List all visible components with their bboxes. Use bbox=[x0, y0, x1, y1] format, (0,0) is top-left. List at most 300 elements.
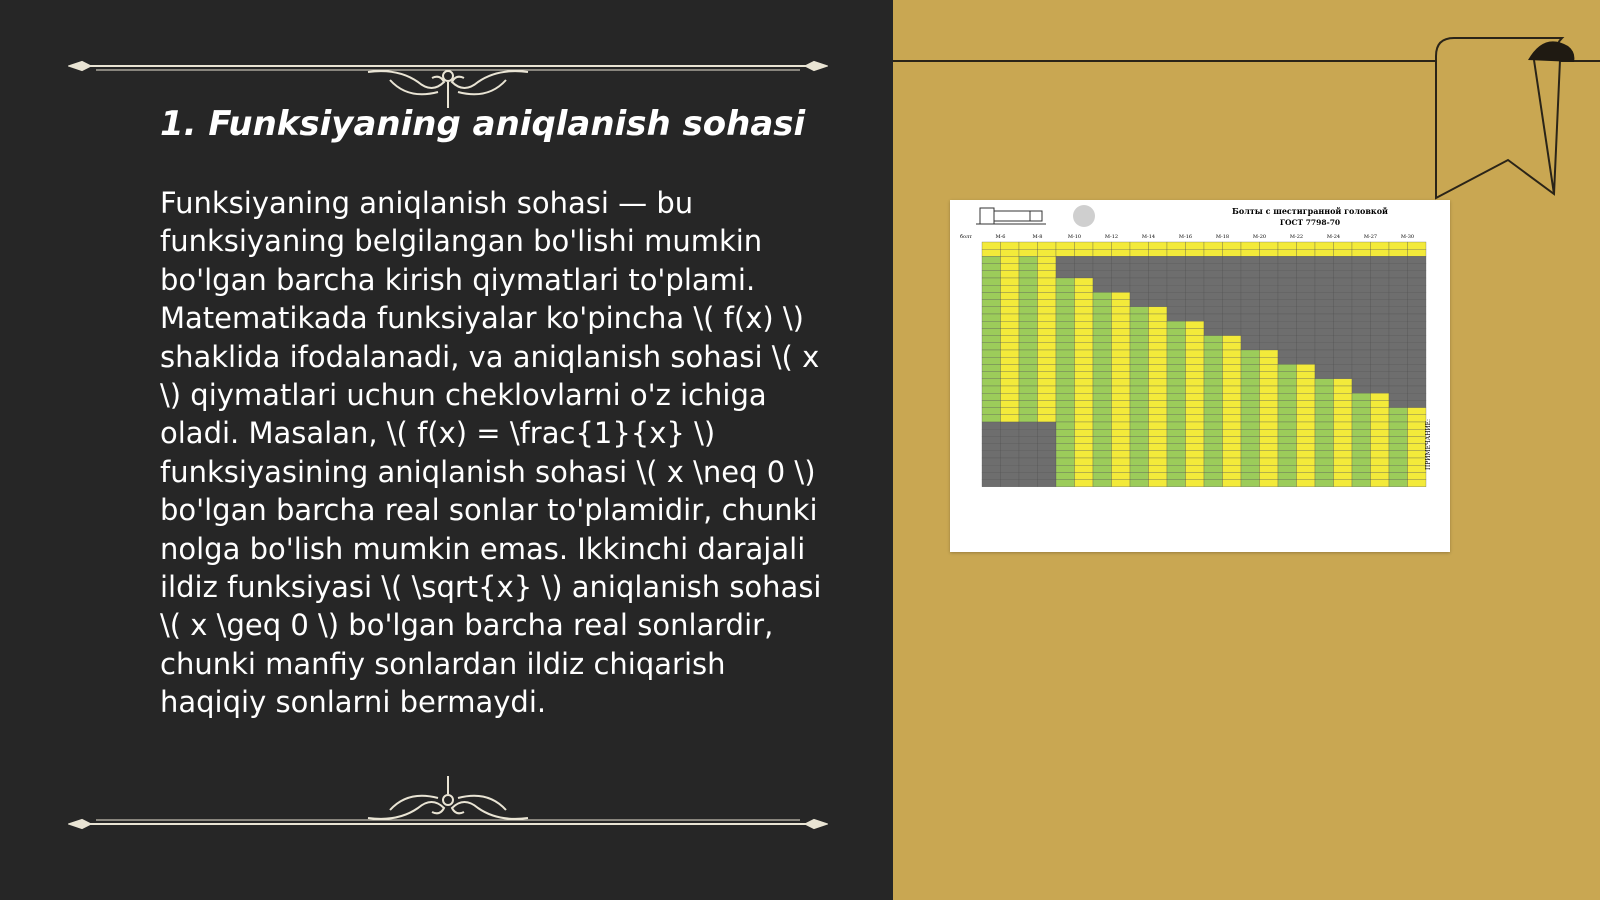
table-cell bbox=[1038, 271, 1057, 278]
table-cell bbox=[1352, 328, 1371, 335]
table-cell bbox=[1038, 372, 1057, 379]
table-cell bbox=[1223, 242, 1242, 249]
table-cell bbox=[1056, 278, 1075, 285]
table-cell bbox=[1130, 300, 1149, 307]
table-cell bbox=[1001, 451, 1020, 458]
table-cell bbox=[1112, 256, 1131, 263]
table-cell bbox=[1112, 400, 1131, 407]
table-cell bbox=[1389, 472, 1408, 479]
table-cell bbox=[1149, 336, 1168, 343]
table-cell bbox=[1038, 465, 1057, 472]
table-cell bbox=[1260, 458, 1279, 465]
table-cell bbox=[1093, 350, 1112, 357]
table-cell bbox=[1186, 292, 1205, 299]
table-cell bbox=[1278, 415, 1297, 422]
table-cell bbox=[1389, 393, 1408, 400]
table-cell bbox=[1167, 480, 1186, 487]
table-cell bbox=[1112, 307, 1131, 314]
table-cell bbox=[1278, 336, 1297, 343]
table-cell bbox=[1371, 314, 1390, 321]
table-cell bbox=[1075, 415, 1094, 422]
table-cell bbox=[1019, 350, 1038, 357]
table-cell bbox=[1130, 451, 1149, 458]
table-cell bbox=[1278, 472, 1297, 479]
table-cell bbox=[1334, 307, 1353, 314]
table-cell bbox=[1223, 256, 1242, 263]
table-cell bbox=[1408, 386, 1427, 393]
table-cell bbox=[1334, 393, 1353, 400]
table-column-header: М-16 bbox=[1178, 234, 1193, 240]
table-cell bbox=[982, 357, 1001, 364]
table-cell bbox=[1260, 422, 1279, 429]
table-cell bbox=[1019, 458, 1038, 465]
table-cell bbox=[1038, 256, 1057, 263]
table-column-header: М-18 bbox=[1215, 234, 1230, 240]
table-cell bbox=[1315, 357, 1334, 364]
table-cell bbox=[1260, 408, 1279, 415]
table-cell bbox=[1389, 314, 1408, 321]
table-cell bbox=[1075, 458, 1094, 465]
table-cell bbox=[1204, 408, 1223, 415]
table-cell bbox=[1204, 465, 1223, 472]
table-cell bbox=[1149, 465, 1168, 472]
table-cell bbox=[1075, 328, 1094, 335]
table-cell bbox=[1352, 285, 1371, 292]
table-cell bbox=[1204, 321, 1223, 328]
table-cell bbox=[1019, 307, 1038, 314]
table-cell bbox=[1075, 436, 1094, 443]
table-cell bbox=[1019, 292, 1038, 299]
table-cell bbox=[982, 264, 1001, 271]
table-cell bbox=[1223, 408, 1242, 415]
table-cell bbox=[1093, 357, 1112, 364]
table-cell bbox=[1001, 393, 1020, 400]
table-cell bbox=[1056, 300, 1075, 307]
table-cell bbox=[1389, 386, 1408, 393]
table-cell bbox=[1278, 379, 1297, 386]
table-cell bbox=[1130, 278, 1149, 285]
table-cell bbox=[1075, 292, 1094, 299]
table-cell bbox=[1408, 300, 1427, 307]
table-cell bbox=[1352, 350, 1371, 357]
table-heading: Болты с шестигранной головкой bbox=[1232, 206, 1388, 216]
table-cell bbox=[1278, 364, 1297, 371]
table-cell bbox=[1297, 436, 1316, 443]
table-cell bbox=[1260, 300, 1279, 307]
table-cell bbox=[1130, 465, 1149, 472]
table-cell bbox=[1334, 249, 1353, 256]
table-cell bbox=[1371, 256, 1390, 263]
table-cell bbox=[1075, 285, 1094, 292]
table-cell bbox=[1297, 480, 1316, 487]
table-cell bbox=[1038, 357, 1057, 364]
table-cell bbox=[1112, 300, 1131, 307]
table-cell bbox=[1093, 429, 1112, 436]
table-cell bbox=[1241, 242, 1260, 249]
table-column-header: М-22 bbox=[1289, 234, 1304, 240]
table-cell bbox=[1167, 256, 1186, 263]
table-cell bbox=[1389, 242, 1408, 249]
table-cell bbox=[1038, 278, 1057, 285]
table-cell bbox=[1056, 350, 1075, 357]
table-cell bbox=[1204, 350, 1223, 357]
table-column-header: М-20 bbox=[1252, 234, 1267, 240]
table-cell bbox=[1278, 300, 1297, 307]
table-cell bbox=[1204, 292, 1223, 299]
table-cell bbox=[982, 436, 1001, 443]
table-cell bbox=[1149, 271, 1168, 278]
table-cell bbox=[1223, 321, 1242, 328]
table-cell bbox=[1223, 307, 1242, 314]
table-cell bbox=[1038, 458, 1057, 465]
table-cell bbox=[1019, 444, 1038, 451]
table-standard: ГОСТ 7798-70 bbox=[1279, 218, 1341, 227]
table-cell bbox=[1278, 278, 1297, 285]
table-cell bbox=[1241, 429, 1260, 436]
table-cell bbox=[1038, 400, 1057, 407]
table-cell bbox=[1186, 480, 1205, 487]
table-cell bbox=[1241, 357, 1260, 364]
table-cell bbox=[1315, 292, 1334, 299]
table-cell bbox=[1130, 444, 1149, 451]
table-cell bbox=[1371, 429, 1390, 436]
table-cell bbox=[1038, 451, 1057, 458]
table-cell bbox=[1186, 364, 1205, 371]
table-cell bbox=[1056, 249, 1075, 256]
table-cell bbox=[1112, 422, 1131, 429]
table-cell bbox=[1038, 386, 1057, 393]
table-cell bbox=[1093, 408, 1112, 415]
table-cell bbox=[1149, 393, 1168, 400]
table-cell bbox=[1223, 451, 1242, 458]
table-cell bbox=[1019, 357, 1038, 364]
table-cell bbox=[1389, 278, 1408, 285]
table-cell bbox=[1056, 422, 1075, 429]
table-cell bbox=[1204, 415, 1223, 422]
table-cell bbox=[1186, 451, 1205, 458]
table-cell bbox=[1315, 400, 1334, 407]
table-cell bbox=[1001, 264, 1020, 271]
table-cell bbox=[1371, 321, 1390, 328]
table-cell bbox=[1075, 451, 1094, 458]
table-cell bbox=[1019, 343, 1038, 350]
table-cell bbox=[1278, 256, 1297, 263]
table-cell bbox=[1334, 400, 1353, 407]
table-cell bbox=[1371, 357, 1390, 364]
table-cell bbox=[1075, 422, 1094, 429]
table-cell bbox=[1093, 393, 1112, 400]
table-cell bbox=[1001, 300, 1020, 307]
table-cell bbox=[982, 256, 1001, 263]
table-cell bbox=[1093, 372, 1112, 379]
table-cell bbox=[1260, 436, 1279, 443]
table-cell bbox=[1389, 336, 1408, 343]
table-cell bbox=[1130, 400, 1149, 407]
table-cell bbox=[1038, 249, 1057, 256]
table-cell bbox=[982, 285, 1001, 292]
table-cell bbox=[1371, 393, 1390, 400]
table-cell bbox=[1149, 307, 1168, 314]
table-cell bbox=[1019, 400, 1038, 407]
table-cell bbox=[1352, 422, 1371, 429]
table-cell bbox=[1149, 372, 1168, 379]
table-cell bbox=[1001, 307, 1020, 314]
table-cell bbox=[1352, 300, 1371, 307]
table-cell bbox=[1278, 285, 1297, 292]
table-cell bbox=[1167, 379, 1186, 386]
table-cell bbox=[1167, 271, 1186, 278]
table-cell bbox=[1389, 271, 1408, 278]
table-cell bbox=[1408, 357, 1427, 364]
table-cell bbox=[1408, 444, 1427, 451]
table-cell bbox=[1352, 249, 1371, 256]
table-cell bbox=[1389, 321, 1408, 328]
table-cell bbox=[1241, 465, 1260, 472]
table-cell bbox=[1223, 300, 1242, 307]
table-cell bbox=[1371, 386, 1390, 393]
table-cell bbox=[1075, 271, 1094, 278]
table-cell bbox=[1389, 480, 1408, 487]
table-cell bbox=[1167, 415, 1186, 422]
table-cell bbox=[1130, 292, 1149, 299]
table-cell bbox=[1112, 249, 1131, 256]
table-cell bbox=[1019, 364, 1038, 371]
table-cell bbox=[1093, 400, 1112, 407]
table-cell bbox=[1075, 393, 1094, 400]
table-cell bbox=[1167, 458, 1186, 465]
table-cell bbox=[1371, 336, 1390, 343]
table-cell bbox=[1038, 436, 1057, 443]
table-cell bbox=[1204, 328, 1223, 335]
table-cell bbox=[1019, 408, 1038, 415]
table-cell bbox=[1038, 292, 1057, 299]
table-cell bbox=[1297, 408, 1316, 415]
table-cell bbox=[1204, 307, 1223, 314]
table-cell bbox=[1204, 249, 1223, 256]
table-cell bbox=[1001, 400, 1020, 407]
table-cell bbox=[1297, 285, 1316, 292]
table-cell bbox=[1204, 242, 1223, 249]
table-cell bbox=[1223, 328, 1242, 335]
table-cell bbox=[1167, 336, 1186, 343]
table-cell bbox=[1130, 307, 1149, 314]
table-cell bbox=[1352, 292, 1371, 299]
table-cell bbox=[1260, 278, 1279, 285]
table-cell bbox=[1130, 336, 1149, 343]
table-cell bbox=[1260, 400, 1279, 407]
table-cell bbox=[1297, 321, 1316, 328]
table-cell bbox=[1019, 393, 1038, 400]
table-cell bbox=[1241, 350, 1260, 357]
table-cell bbox=[1408, 415, 1427, 422]
table-cell bbox=[1223, 472, 1242, 479]
table-cell bbox=[1389, 458, 1408, 465]
table-cell bbox=[1019, 422, 1038, 429]
table-cell bbox=[1130, 408, 1149, 415]
table-cell bbox=[1371, 408, 1390, 415]
table-cell bbox=[1056, 480, 1075, 487]
table-column-header: М-6 bbox=[995, 234, 1006, 240]
table-cell bbox=[1093, 256, 1112, 263]
table-cell bbox=[1019, 436, 1038, 443]
table-cell bbox=[1297, 336, 1316, 343]
table-cell bbox=[1075, 480, 1094, 487]
table-cell bbox=[1297, 314, 1316, 321]
table-cell bbox=[1408, 292, 1427, 299]
table-cell bbox=[1056, 357, 1075, 364]
table-cell bbox=[982, 242, 1001, 249]
table-cell bbox=[1297, 458, 1316, 465]
table-cell bbox=[1389, 465, 1408, 472]
table-cell bbox=[1149, 328, 1168, 335]
table-cell bbox=[1001, 343, 1020, 350]
table-cell bbox=[1371, 458, 1390, 465]
table-cell bbox=[1260, 336, 1279, 343]
table-cell bbox=[1223, 379, 1242, 386]
table-cell bbox=[1408, 408, 1427, 415]
table-cell bbox=[1389, 364, 1408, 371]
table-cell bbox=[1075, 278, 1094, 285]
table-cell bbox=[1001, 386, 1020, 393]
table-cell bbox=[1204, 300, 1223, 307]
table-cell bbox=[1001, 480, 1020, 487]
table-cell bbox=[1056, 415, 1075, 422]
table-cell bbox=[982, 249, 1001, 256]
table-cell bbox=[1204, 256, 1223, 263]
table-cell bbox=[1186, 278, 1205, 285]
table-cell bbox=[1334, 328, 1353, 335]
table-cell bbox=[1278, 393, 1297, 400]
table-cell bbox=[1223, 271, 1242, 278]
table-cell bbox=[1260, 379, 1279, 386]
table-cell bbox=[1334, 271, 1353, 278]
table-cell bbox=[1334, 379, 1353, 386]
table-cell bbox=[1130, 264, 1149, 271]
table-cell bbox=[1038, 379, 1057, 386]
table-cell bbox=[1167, 465, 1186, 472]
table-cell bbox=[1278, 264, 1297, 271]
table-cell bbox=[1149, 415, 1168, 422]
table-cell bbox=[1408, 422, 1427, 429]
table-cell bbox=[1093, 458, 1112, 465]
table-cell bbox=[1223, 436, 1242, 443]
table-cell bbox=[1241, 408, 1260, 415]
table-cell bbox=[1278, 480, 1297, 487]
table-cell bbox=[1223, 249, 1242, 256]
table-cell bbox=[1204, 336, 1223, 343]
table-cell bbox=[1167, 292, 1186, 299]
table-cell bbox=[1315, 350, 1334, 357]
table-cell bbox=[1149, 408, 1168, 415]
table-cell bbox=[1056, 264, 1075, 271]
table-cell bbox=[1223, 336, 1242, 343]
table-cell bbox=[1241, 285, 1260, 292]
table-cell bbox=[1278, 350, 1297, 357]
table-cell bbox=[1223, 422, 1242, 429]
table-cell bbox=[1389, 350, 1408, 357]
table-cell bbox=[1204, 400, 1223, 407]
table-cell bbox=[1167, 386, 1186, 393]
table-cell bbox=[1352, 271, 1371, 278]
table-cell bbox=[1315, 386, 1334, 393]
table-cell bbox=[1389, 328, 1408, 335]
table-cell bbox=[1130, 343, 1149, 350]
table-cell bbox=[1389, 372, 1408, 379]
table-cell bbox=[1112, 264, 1131, 271]
table-cell bbox=[1130, 350, 1149, 357]
table-cell bbox=[1001, 429, 1020, 436]
table-cell bbox=[1260, 292, 1279, 299]
table-cell bbox=[1001, 444, 1020, 451]
table-cell bbox=[1371, 444, 1390, 451]
table-cell bbox=[1389, 400, 1408, 407]
table-cell bbox=[1130, 422, 1149, 429]
table-cell bbox=[1223, 278, 1242, 285]
table-cell bbox=[1278, 408, 1297, 415]
table-cell bbox=[1334, 372, 1353, 379]
table-cell bbox=[1112, 357, 1131, 364]
table-cell bbox=[1038, 264, 1057, 271]
table-cell bbox=[1130, 472, 1149, 479]
table-cell bbox=[1315, 307, 1334, 314]
table-cell bbox=[1352, 314, 1371, 321]
table-cell bbox=[1315, 444, 1334, 451]
table-cell bbox=[1056, 343, 1075, 350]
table-cell bbox=[1093, 249, 1112, 256]
table-cell bbox=[1352, 357, 1371, 364]
table-cell bbox=[1204, 357, 1223, 364]
table-cell bbox=[1186, 249, 1205, 256]
table-cell bbox=[982, 321, 1001, 328]
table-cell bbox=[1408, 436, 1427, 443]
table-cell bbox=[1167, 451, 1186, 458]
table-cell bbox=[1352, 458, 1371, 465]
table-cell bbox=[1334, 408, 1353, 415]
table-cell bbox=[1093, 415, 1112, 422]
table-cell bbox=[1334, 242, 1353, 249]
table-cell bbox=[1019, 264, 1038, 271]
table-cell bbox=[1149, 386, 1168, 393]
table-cell bbox=[1149, 422, 1168, 429]
table-cell bbox=[1278, 321, 1297, 328]
table-cell bbox=[1204, 393, 1223, 400]
table-cell bbox=[1093, 386, 1112, 393]
table-column-header: М-8 bbox=[1032, 234, 1043, 240]
table-cell bbox=[1075, 364, 1094, 371]
table-cell bbox=[1352, 321, 1371, 328]
table-cell bbox=[1408, 285, 1427, 292]
table-cell bbox=[1334, 436, 1353, 443]
table-cell bbox=[1260, 256, 1279, 263]
table-cell bbox=[1112, 343, 1131, 350]
table-cell bbox=[1260, 328, 1279, 335]
table-cell bbox=[1334, 429, 1353, 436]
table-cell bbox=[1075, 343, 1094, 350]
table-cell bbox=[1334, 451, 1353, 458]
table-cell bbox=[1241, 451, 1260, 458]
table-cell bbox=[1408, 343, 1427, 350]
table-cell bbox=[1167, 314, 1186, 321]
table-cell bbox=[1334, 386, 1353, 393]
table-cell bbox=[1297, 350, 1316, 357]
table-cell bbox=[1167, 307, 1186, 314]
table-cell bbox=[982, 314, 1001, 321]
table-cell bbox=[1001, 271, 1020, 278]
table-cell bbox=[1186, 328, 1205, 335]
table-cell bbox=[1075, 472, 1094, 479]
table-cell bbox=[1019, 336, 1038, 343]
table-cell bbox=[1278, 451, 1297, 458]
